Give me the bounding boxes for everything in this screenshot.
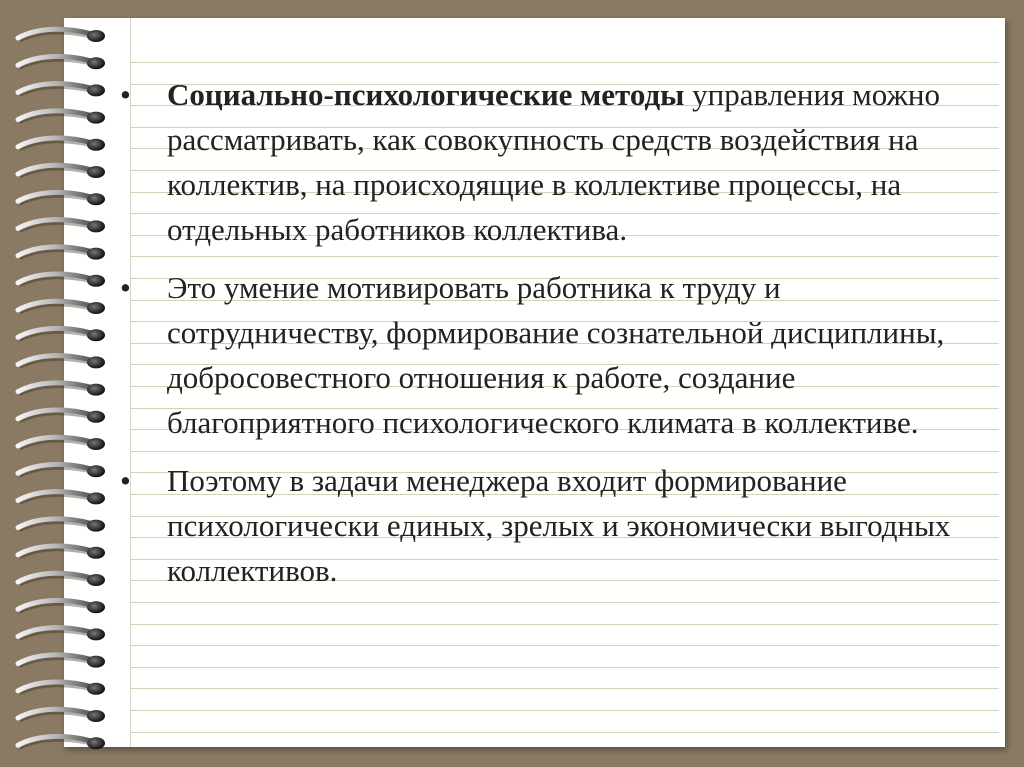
- spiral-ring: [18, 301, 105, 314]
- ruled-line: [131, 667, 999, 668]
- spiral-ring: [18, 356, 105, 369]
- bullet-item-2: [112, 265, 992, 445]
- bullet-text: Это умение мотивировать работника к труду и сотрудничеству, формирование сознательной дисциплины, добросовестного отношения к работе, создание благоприятного психологического климата в коллективе.: [167, 270, 945, 440]
- spiral-ring: [18, 573, 105, 586]
- spiral-ring: [18, 274, 105, 287]
- spiral-ring: [18, 138, 105, 151]
- bullet-text: Поэтому в задачи менеджера входит формирование психологически единых, зрелых и экономически выгодных коллективов.: [167, 463, 951, 588]
- spiral-binding-icon: [0, 0, 120, 767]
- bullet-dot: •: [120, 270, 131, 305]
- ruled-line: [131, 710, 999, 711]
- bullet-list: [112, 72, 992, 606]
- bullet-item-3: [112, 458, 992, 593]
- spiral-ring: [18, 165, 105, 178]
- spiral-ring: [18, 84, 105, 97]
- spiral-ring: [18, 600, 105, 613]
- spiral-ring: [18, 736, 105, 749]
- bullet-dot: •: [120, 463, 131, 498]
- bullet-text: управления можно рассматривать, как совокупность средств воздействия на коллектив, на происходящие в коллективе процессы, на отдельных работников коллектива.: [167, 77, 940, 247]
- ruled-line: [131, 688, 999, 689]
- ruled-line: [131, 624, 999, 625]
- spiral-ring: [18, 709, 105, 722]
- ruled-line: [131, 62, 999, 63]
- spiral-ring: [18, 56, 105, 69]
- spiral-ring: [18, 437, 105, 450]
- spiral-ring: [18, 492, 105, 505]
- spiral-ring: [18, 111, 105, 124]
- ruled-line: [131, 732, 999, 733]
- spiral-ring: [18, 247, 105, 260]
- spiral-ring: [18, 628, 105, 641]
- bullet-bold-lead: Социально-психологические методы: [167, 77, 685, 112]
- bullet-dot: •: [120, 77, 131, 112]
- spiral-ring: [18, 655, 105, 668]
- spiral-ring: [18, 328, 105, 341]
- spiral-ring: [18, 682, 105, 695]
- spiral-ring: [18, 383, 105, 396]
- spiral-ring: [18, 192, 105, 205]
- bullet-item-1: [112, 72, 992, 252]
- spiral-ring: [18, 546, 105, 559]
- ruled-line: [131, 645, 999, 646]
- spiral-ring: [18, 464, 105, 477]
- spiral-ring: [18, 29, 105, 42]
- spiral-ring: [18, 410, 105, 423]
- spiral-ring: [18, 220, 105, 233]
- spiral-ring: [18, 519, 105, 532]
